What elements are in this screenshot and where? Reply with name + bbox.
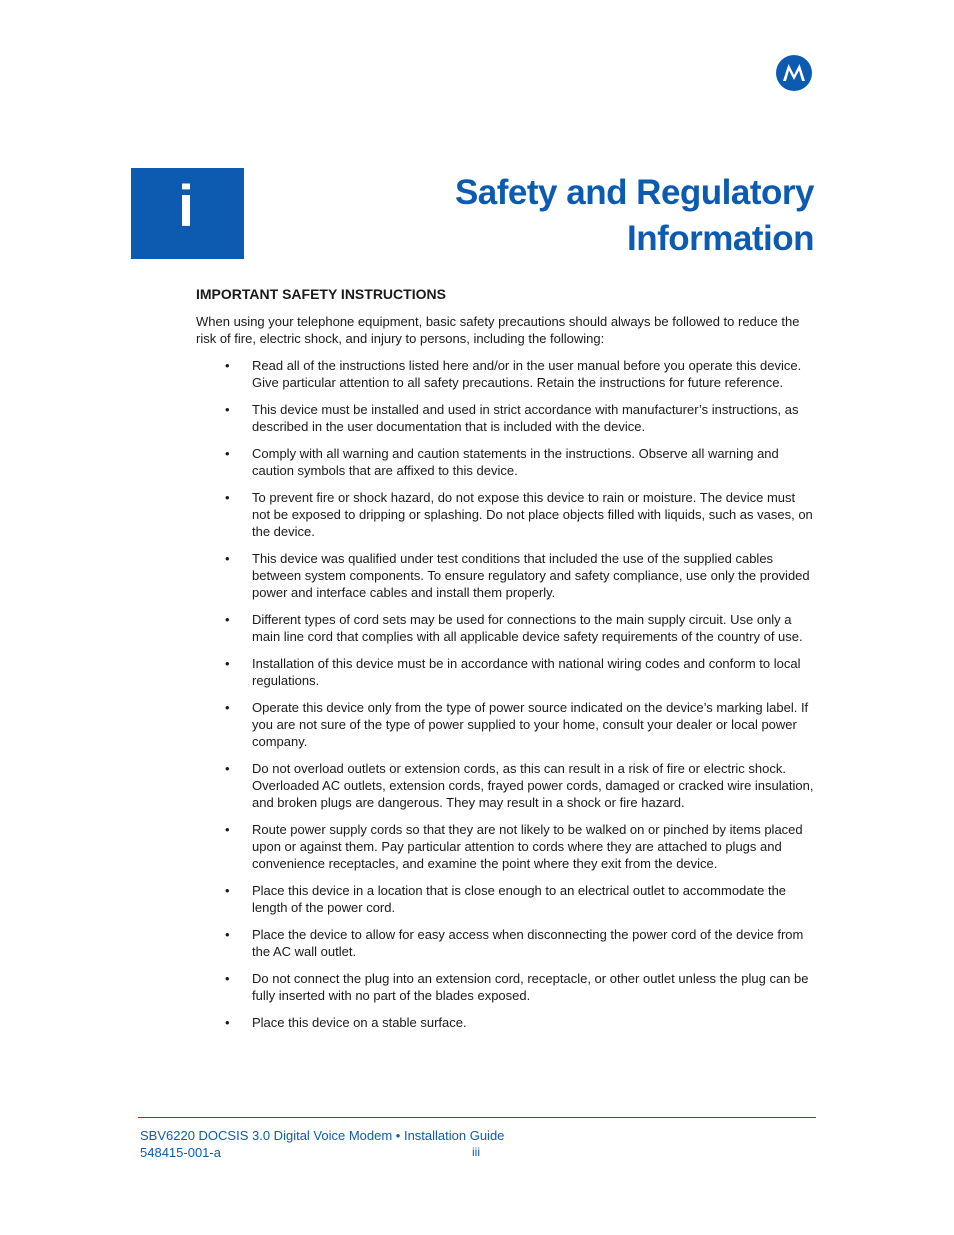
- bullet-icon: •: [225, 700, 230, 715]
- bullet-icon: •: [225, 446, 230, 461]
- list-item: [196, 760, 816, 811]
- list-item-text: This device must be installed and used in strict accordance with manufacturer’s instructions, as described in the user documentation that is included with the device.: [252, 402, 799, 434]
- bullet-icon: •: [225, 822, 230, 837]
- list-item-text: Read all of the instructions listed here and/or in the user manual before you operate this device. Give particular attention to all safety precautions. Retain the instructions for future reference.: [252, 358, 802, 390]
- bullet-icon: •: [225, 551, 230, 566]
- list-item: [196, 699, 816, 750]
- list-item: [196, 1014, 816, 1031]
- list-item-text: Installation of this device must be in accordance with national wiring codes and conform to local regulations.: [252, 656, 801, 688]
- motorola-logo-icon: [776, 55, 812, 91]
- bullet-icon: •: [225, 761, 230, 776]
- list-item: [196, 401, 816, 435]
- bullet-icon: •: [225, 656, 230, 671]
- list-item-text: This device was qualified under test conditions that included the use of the supplied cables between system components. To ensure regulatory and safety compliance, use only the provided power and interface cables and install them properly.: [252, 551, 810, 600]
- bullet-icon: •: [225, 402, 230, 417]
- footer-part-number: 548415-001-a: [140, 1145, 221, 1160]
- list-item: [196, 970, 816, 1004]
- list-item: [196, 655, 816, 689]
- list-item: [196, 926, 816, 960]
- list-item: [196, 550, 816, 601]
- list-item: [196, 882, 816, 916]
- list-item-text: Operate this device only from the type of power source indicated on the device’s marking label. If you are not sure of the type of power supplied to your home, consult your dealer or local power company.: [252, 700, 809, 749]
- footer-page-number: iii: [472, 1145, 480, 1159]
- chapter-title-line-1: Safety and Regulatory: [454, 173, 814, 212]
- list-item: [196, 821, 816, 872]
- list-item-text: Place this device on a stable surface.: [252, 1015, 467, 1030]
- chapter-marker-box: [131, 168, 244, 259]
- list-item-text: To prevent fire or shock hazard, do not expose this device to rain or moisture. The device must not be exposed to dripping or splashing. Do not place objects filled with liquids, such as vases, on the device.: [252, 490, 813, 539]
- section-heading: IMPORTANT SAFETY INSTRUCTIONS: [196, 286, 446, 302]
- list-item: [196, 489, 816, 540]
- chapter-title: [380, 170, 814, 262]
- bullet-icon: •: [225, 358, 230, 373]
- chapter-marker: i: [178, 174, 195, 239]
- list-item: [196, 611, 816, 645]
- bullet-icon: •: [225, 883, 230, 898]
- bullet-icon: •: [225, 612, 230, 627]
- bullet-icon: •: [225, 927, 230, 942]
- list-item-text: Different types of cord sets may be used for connections to the main supply circuit. Use only a main line cord that complies with all applicable device safety requirements of the country of use.: [252, 612, 803, 644]
- safety-instruction-list: [196, 357, 816, 1041]
- footer-doc-title: SBV6220 DOCSIS 3.0 Digital Voice Modem • Installation Guide: [140, 1128, 505, 1143]
- list-item-text: Comply with all warning and caution statements in the instructions. Observe all warning and caution symbols that are affixed to this device.: [252, 446, 779, 478]
- bullet-icon: •: [225, 971, 230, 986]
- list-item: [196, 445, 816, 479]
- list-item-text: Do not overload outlets or extension cords, as this can result in a risk of fire or electric shock. Overloaded AC outlets, extension cords, frayed power cords, damaged or cracked wire insulation, and broken plugs are dangerous. They may result in a shock or fire hazard.: [252, 761, 814, 810]
- list-item-text: Do not connect the plug into an extension cord, receptacle, or other outlet unless the plug can be fully inserted with no part of the blades exposed.: [252, 971, 809, 1003]
- bullet-icon: •: [225, 490, 230, 505]
- chapter-title-line-2: Information: [627, 219, 814, 258]
- list-item-text: Place the device to allow for easy access when disconnecting the power cord of the device from the AC wall outlet.: [252, 927, 804, 959]
- footer-divider: [138, 1117, 816, 1118]
- list-item-text: Place this device in a location that is close enough to an electrical outlet to accommodate the length of the power cord.: [252, 883, 787, 915]
- intro-paragraph: When using your telephone equipment, basic safety precautions should always be followed to reduce the risk of fire, electric shock, and injury to persons, including the following:: [196, 314, 800, 346]
- list-item: [196, 357, 816, 391]
- list-item-text: Route power supply cords so that they are not likely to be walked on or pinched by items placed upon or against them. Pay particular attention to cords where they are attached to plugs and convenience receptacles, and examine the point where they exit from the device.: [252, 822, 803, 871]
- bullet-icon: •: [225, 1015, 230, 1030]
